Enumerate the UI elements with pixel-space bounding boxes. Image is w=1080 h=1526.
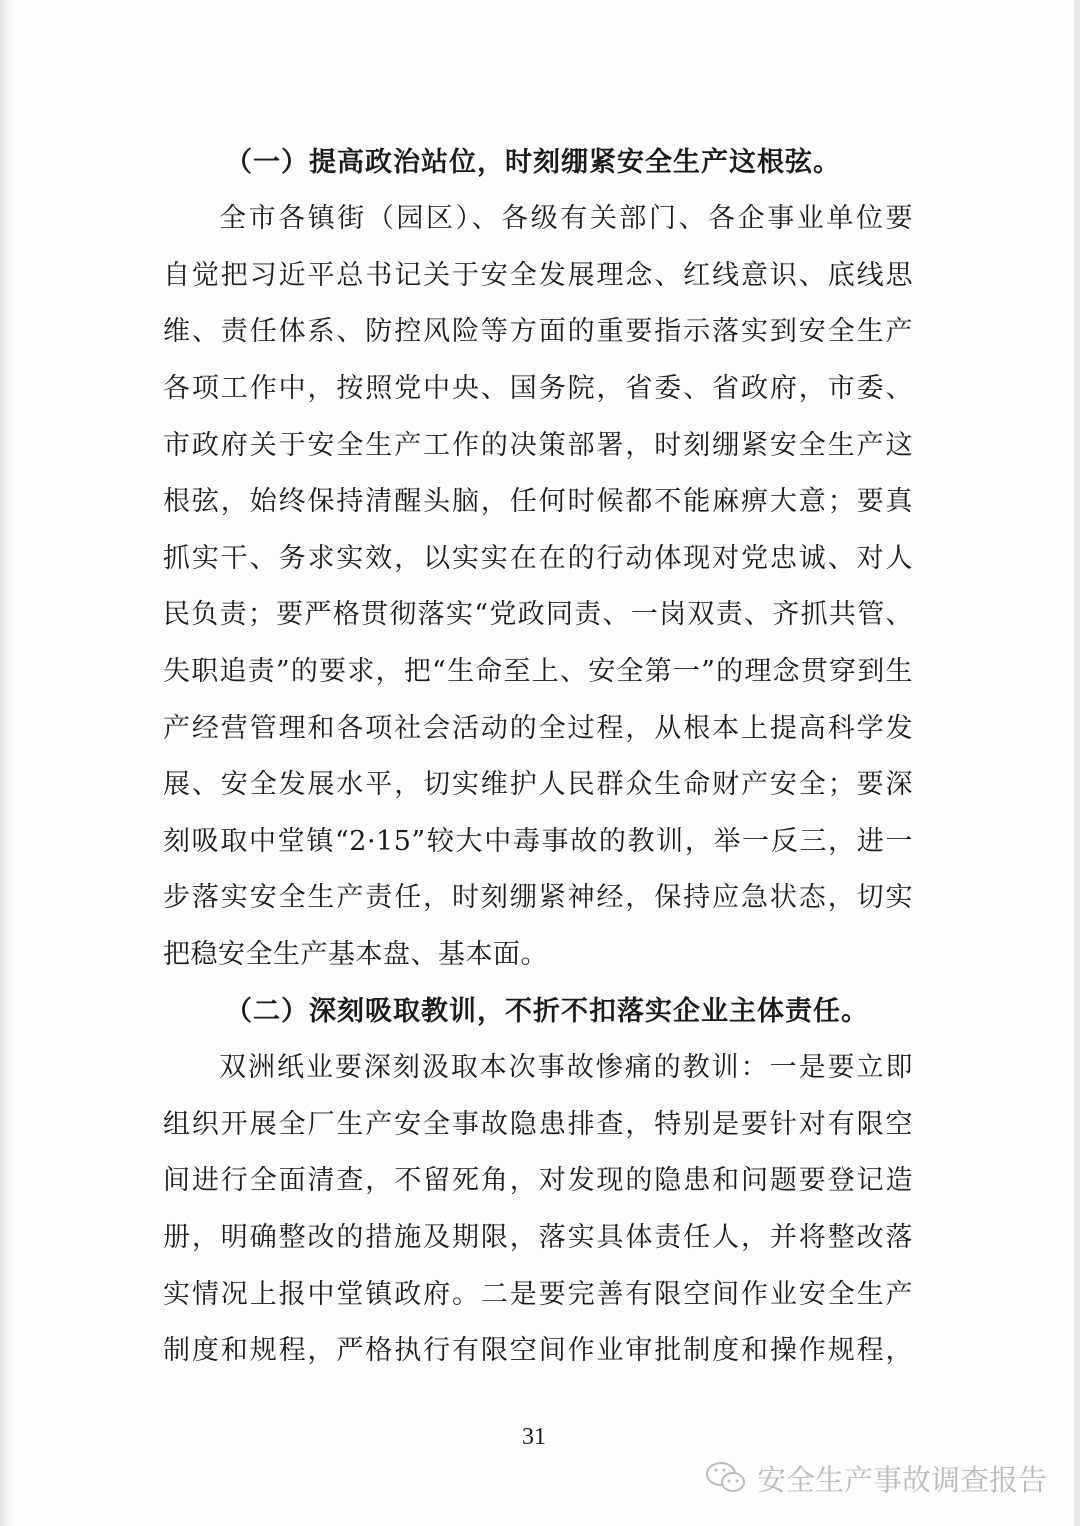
paragraph-line: 市政府关于安全生产工作的决策部署，时刻绷紧安全生产这 <box>163 429 913 461</box>
paragraph-line: 抓实干、务求实效，以实实在在的行动体现对党忠诚、对人 <box>163 542 913 574</box>
paragraph-line: 制度和规程，严格执行有限空间作业审批制度和操作规程， <box>163 1335 913 1367</box>
paragraph-line: 根弦，始终保持清醒头脑，任何时候都不能麻痹大意；要真 <box>163 486 913 518</box>
paragraph-line: 实情况上报中堂镇政府。二是要完善有限空间作业安全生产 <box>163 1278 913 1310</box>
section-heading: （二）深刻吸取教训，不折不扣落实企业主体责任。 <box>225 995 869 1027</box>
paragraph-line: 维、责任体系、防控风险等方面的重要指示落实到安全生产 <box>163 316 913 348</box>
paragraph-line: 间进行全面清查，不留死角，对发现的隐患和问题要登记造 <box>163 1165 913 1197</box>
paragraph-line: 失职追责”的要求，把“生命至上、安全第一”的理念贯穿到生 <box>163 655 913 687</box>
paragraph-line: 展、安全发展水平，切实维护人民群众生命财产安全；要深 <box>163 769 913 801</box>
watermark <box>705 1458 1047 1498</box>
paragraph-line: 全市各镇街（园区）、各级有关部门、各企事业单位要 <box>219 203 913 235</box>
section-heading: （一）提高政治站位，时刻绷紧安全生产这根弦。 <box>225 146 841 178</box>
paragraph-line: 双洲纸业要深刻汲取本次事故惨痛的教训：一是要立即 <box>219 1052 913 1084</box>
paragraph-line: 刻吸取中堂镇“2·15”较大中毒事故的教训，举一反三，进一 <box>163 825 913 857</box>
paragraph-line: 把稳安全生产基本盘、基本面。 <box>163 938 548 970</box>
page-number: 31 <box>522 1424 546 1450</box>
paragraph-line: 步落实安全生产责任，时刻绷紧神经，保持应急状态，切实 <box>163 882 913 914</box>
paragraph-line: 产经营管理和各项社会活动的全过程，从根本上提高科学发 <box>163 712 913 744</box>
paragraph-line: 民负责；要严格贯彻落实“党政同责、一岗双责、齐抓共管、 <box>163 599 913 631</box>
paragraph-line: 各项工作中，按照党中央、国务院，省委、省政府，市委、 <box>163 372 913 404</box>
wechat-icon <box>705 1460 749 1496</box>
watermark-text: 安全生产事故调查报告 <box>757 1462 1048 1497</box>
paragraph-line: 自觉把习近平总书记关于安全发展理念、红线意识、底线思 <box>163 259 913 291</box>
paragraph-line: 册，明确整改的措施及期限，落实具体责任人，并将整改落 <box>163 1221 913 1253</box>
paragraph-line: 组织开展全厂生产安全事故隐患排查，特别是要针对有限空 <box>163 1108 913 1140</box>
